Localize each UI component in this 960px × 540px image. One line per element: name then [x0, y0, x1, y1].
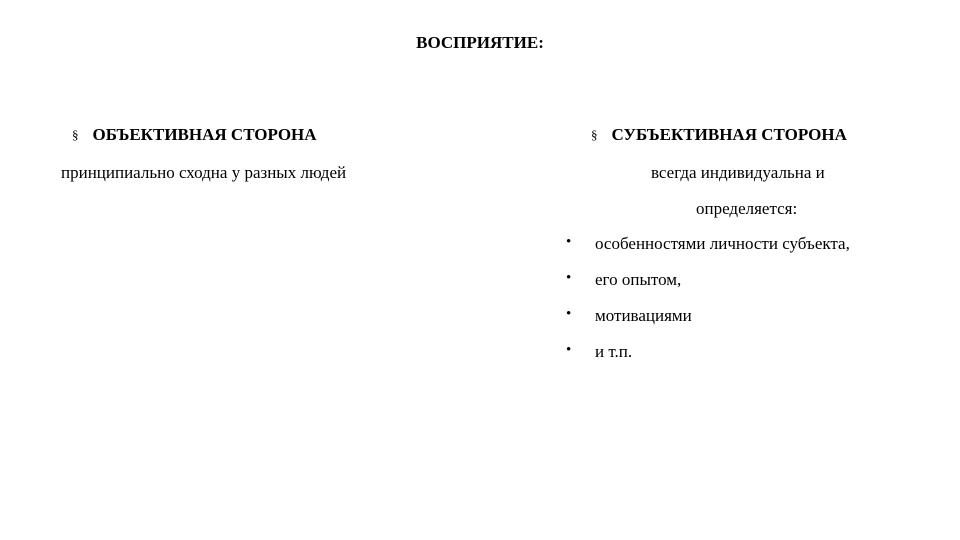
bullet-dot-icon: • — [566, 342, 572, 358]
list-item-text: его опытом, — [595, 270, 682, 289]
list-item-text: и т.п. — [595, 342, 633, 361]
square-bullet-icon: § — [591, 127, 598, 142]
list-item-text: особенностями личности субъекта, — [595, 234, 850, 253]
square-bullet-icon: § — [72, 127, 79, 142]
list-item — [566, 270, 850, 306]
bullet-dot-icon: • — [566, 270, 572, 286]
list-item — [566, 234, 850, 270]
subjective-heading-label: СУБЪЕКТИВНАЯ СТОРОНА — [611, 125, 847, 144]
list-item-text: мотивациями — [595, 306, 692, 325]
objective-description: принципиально сходна у разных людей — [61, 163, 347, 182]
list-item — [566, 306, 850, 342]
subjective-description-line2: определяется: — [696, 199, 798, 218]
subjective-factors-list — [566, 234, 850, 378]
bullet-dot-icon: • — [566, 234, 572, 250]
bullet-dot-icon: • — [566, 306, 572, 322]
slide-title: ВОСПРИЯТИЕ: — [416, 33, 544, 52]
objective-heading-label: ОБЪЕКТИВНАЯ СТОРОНА — [92, 125, 317, 144]
objective-heading — [72, 125, 317, 145]
subjective-heading — [591, 125, 847, 145]
subjective-description-line1: всегда индивидуальна и — [651, 163, 825, 182]
list-item — [566, 342, 850, 378]
